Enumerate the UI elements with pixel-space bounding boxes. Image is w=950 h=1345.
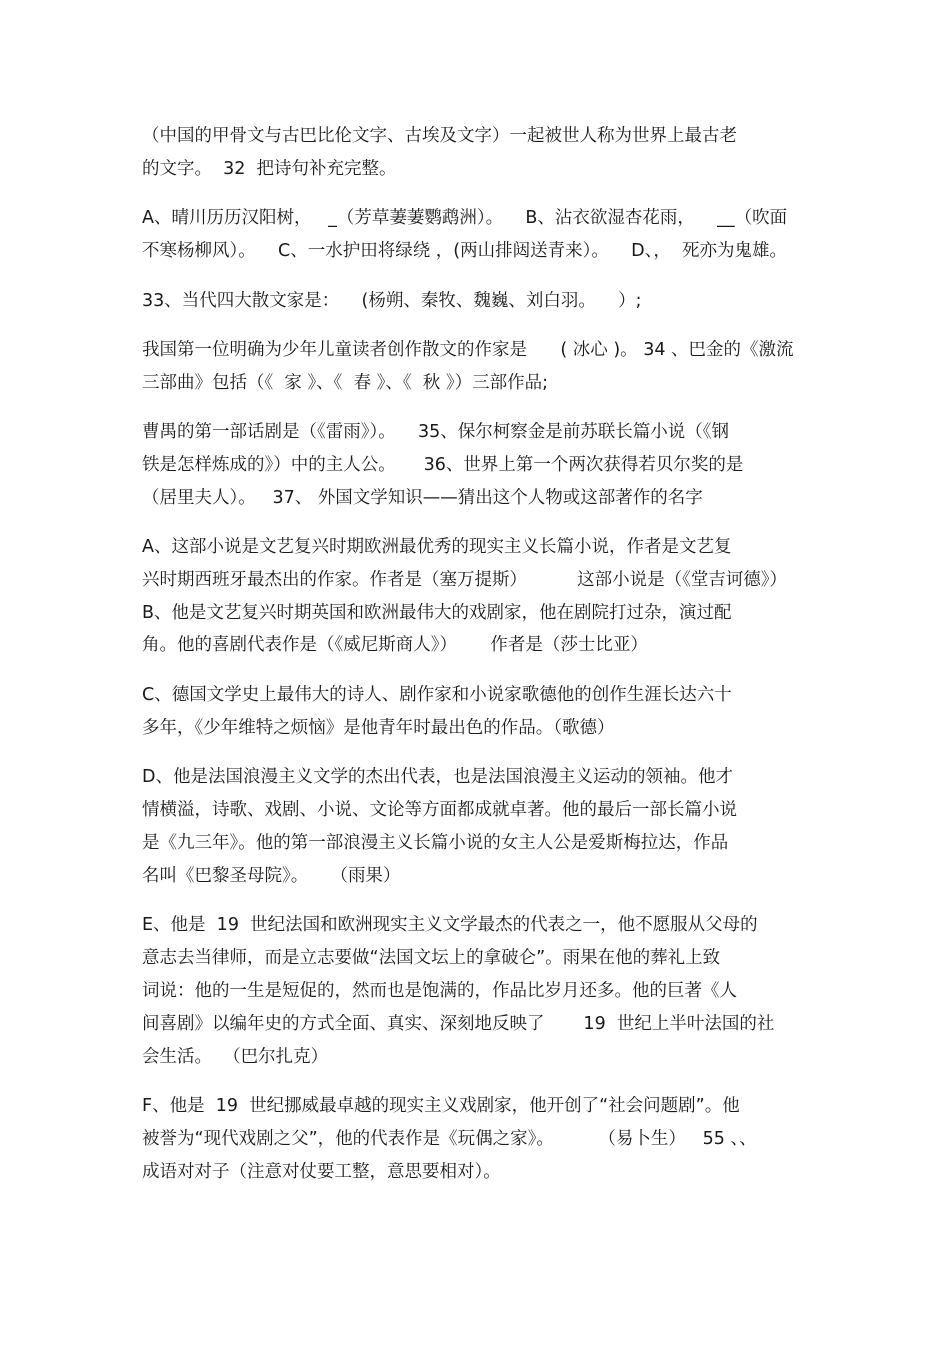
text-line: 三部曲》包括（《 家 》、《 春 》、《 秋 》）三部作品;: [142, 373, 548, 393]
text-line: 多年，《少年维特之烦恼》是他青年时最出色的作品。（歌德）: [142, 718, 615, 738]
text-line: （中国的甲骨文与古巴比伦文字、古埃及文字）一起被世人称为世界上最古老: [142, 126, 737, 146]
text-line: 成语对对子（注意对仗要工整，意思要相对）。: [142, 1162, 501, 1182]
text-line: C、德国文学史上最伟大的诗人、剧作家和小说家歌德他的创作生涯长达六十: [142, 685, 732, 705]
text-line: F、他是 19 世纪挪威最卓越的现实主义戏剧家，他开创了“社会问题剧”。他: [142, 1096, 740, 1116]
text-line: E、他是 19 世纪法国和欧洲现实主义文学最杰的代表之一，他不愿服从父母的: [142, 915, 758, 935]
text-line: A、这部小说是文艺复兴时期欧洲最优秀的现实主义长篇小说，作者是文艺复: [142, 537, 732, 557]
text-line: 的文字。 32 把诗句补充完整。: [142, 159, 397, 179]
text-line: 是《九三年》。他的第一部浪漫主义长篇小说的女主人公是爱斯梅拉达，作品: [142, 833, 729, 853]
text-line: 名叫《巴黎圣母院》。 （雨果）: [142, 866, 401, 886]
text-line: 情横溢，诗歌、戏剧、小说、文论等方面都成就卓著。他的最后一部长篇小说: [142, 800, 737, 820]
text-line: 我国第一位明确为少年儿童读者创作散文的作家是 ( 冰心 )。 34 、巴金的《激流: [142, 340, 794, 360]
text-line: 铁是怎样炼成的》）中的主人公。 36、世界上第一个两次获得若贝尔奖的是: [142, 455, 744, 475]
text-line: A、晴川历历汉阳树， _（芳草萋萋鹦鹉洲）。 B、沾衣欲湿杏花雨， __（吹面: [142, 208, 788, 228]
text-line: 间喜剧》以编年史的方式全面、真实、深刻地反映了 19 世纪上半叶法国的社: [142, 1014, 775, 1034]
text-line: 会生活。 （巴尔扎克）: [142, 1047, 329, 1067]
text-line: 角。他的喜剧代表作是（《威尼斯商人》） 作者是（莎士比亚）: [142, 635, 648, 655]
text-line: B、他是文艺复兴时期英国和欧洲最伟大的戏剧家，他在剧院打过杂，演过配: [142, 603, 732, 623]
text-line: （居里夫人）。 37、 外国文学知识——猜出这个人物或这部著作的名字: [142, 488, 703, 508]
text-line: 曹禺的第一部话剧是（《雷雨》）。 35、保尔柯察金是前苏联长篇小说（《钢: [142, 422, 730, 442]
text-line: D、他是法国浪漫主义文学的杰出代表，也是法国浪漫主义运动的领袖。他才: [142, 767, 733, 787]
text-line: 兴时期西班牙最杰出的作家。作者是（塞万提斯） 这部小说是（《堂吉诃德》）: [142, 570, 788, 590]
text-line: 被誉为“现代戏剧之父”，他的代表作是《玩偶之家》。 （易卜生） 55 、、: [142, 1129, 757, 1149]
text-line: 意志去当律师，而是立志要做“法国文坛上的拿破仑”。雨果在他的葬礼上致: [142, 948, 721, 968]
text-line: 33、当代四大散文家是： (杨朔、秦牧、魏巍、刘白羽。 ）;: [142, 291, 642, 311]
text-line: 词说：他的一生是短促的，然而也是饱满的，作品比岁月还多。他的巨著《人: [142, 981, 737, 1001]
text-line: 不寒杨柳风）。 C、一水护田将绿绕 ，(两山排闼送青来）。 D、， 死亦为鬼雄。: [142, 241, 787, 261]
